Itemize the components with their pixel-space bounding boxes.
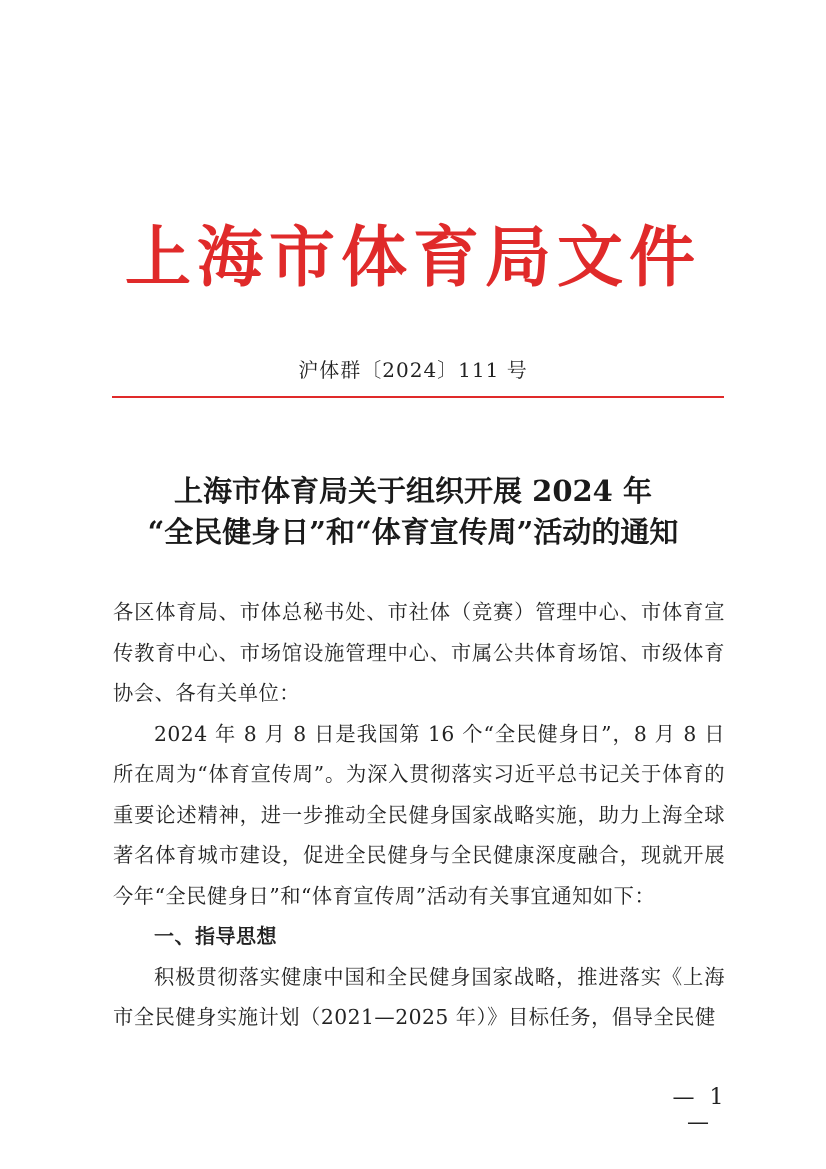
section-heading-guiding-principles: 一、指导思想 (154, 924, 277, 948)
document-number: 沪体群〔2024〕111 号 (298, 358, 528, 382)
red-separator-line (112, 396, 724, 398)
issuing-authority-header: 上海市体育局文件 (125, 218, 701, 296)
intro-paragraph: 2024 年 8 月 8 日是我国第 16 个“全民健身日”，8 月 8 日所在周为“体育宣传周”。为深入贯彻落实习近平总书记关于体育的重要论述精神，进一步推动全民健身国家战略实施，助力上海全球著名体育城市建设，促进全民健身与全民健康深度融合，现就开展今年“全民健身日”和“体育宣传周”活动有关事宜通知如下： (113, 721, 725, 908)
page-number: — 1 — (672, 1085, 728, 1135)
document-body (113, 592, 725, 1038)
recipients-paragraph: 各区体育局、市体总秘书处、市社体（竞赛）管理中心、市体育宣传教育中心、市场馆设施管理中心、市属公共体育场馆、市级体育协会、各有关单位： (113, 600, 725, 705)
document-title-line-2: “全民健身日”和“体育宣传周”活动的通知 (147, 515, 679, 549)
section-paragraph-guiding-principles: 积极贯彻落实健康中国和全民健身国家战略，推进落实《上海市全民健身实施计划（2021—2025 年）》目标任务，倡导全民健 (113, 964, 725, 1029)
document-title-line-1: 上海市体育局关于组织开展 2024 年 (174, 474, 652, 508)
